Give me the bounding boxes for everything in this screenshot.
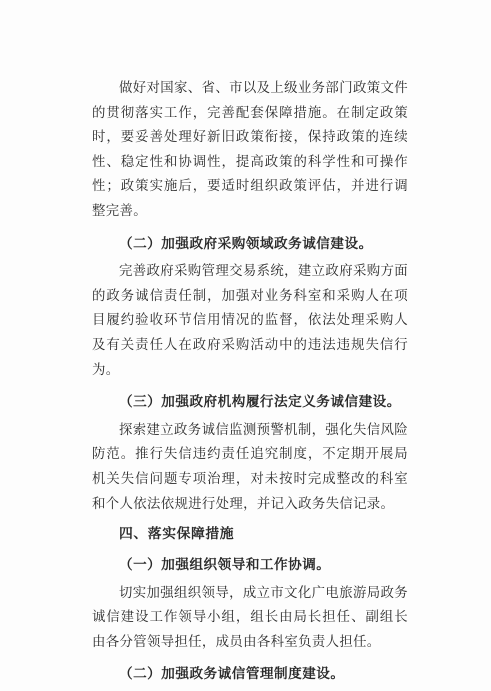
- paragraph-organization-leadership: 切实加强组织领导，成立市文化广电旅游局政务诚信建设工作领导小组，组长由局长担任、副组长由各分管领导担任，成员由各科室负责人担任。: [92, 585, 408, 650]
- paragraph-legal-obligations: 探索建立政务诚信监测预警机制，强化失信风险防范。推行失信违约责任追究制度，不定期开展局机关失信问题专项治理，对未按时完成整改的科室和个人依法依规进行处理，并记入政务失信记录。: [92, 422, 408, 512]
- subheading-government-procurement: （二）加强政府采购领域政务诚信建设。: [119, 235, 373, 252]
- subheading-organization-leadership: （一）加强组织领导和工作协调。: [119, 557, 331, 574]
- section-heading-safeguards: 四、落实保障措施: [119, 526, 235, 543]
- subheading-integrity-management: （二）加强政务诚信管理制度建设。: [119, 666, 345, 683]
- paragraph-policy-implementation: 做好对国家、省、市以及上级业务部门政策文件的贯彻落实工作，完善配套保障措施。在制定政策时，要妥善处理好新旧政策衔接，保持政策的连续性、稳定性和协调性，提高政策的科学性和可操作性；政策实施后，要适时组织政策评估，并进行调整完善。: [92, 81, 408, 219]
- paragraph-procurement: 完善政府采购管理交易系统，建立政府采购方面的政务诚信责任制，加强对业务科室和采购人在项目履约验收环节信用情况的监督，依法处理采购人及有关责任人在政府采购活动中的违法违规失信行为。: [92, 264, 408, 378]
- subheading-legal-obligations: （三）加强政府机构履行法定义务诚信建设。: [119, 394, 401, 411]
- document-body: [92, 77, 408, 691]
